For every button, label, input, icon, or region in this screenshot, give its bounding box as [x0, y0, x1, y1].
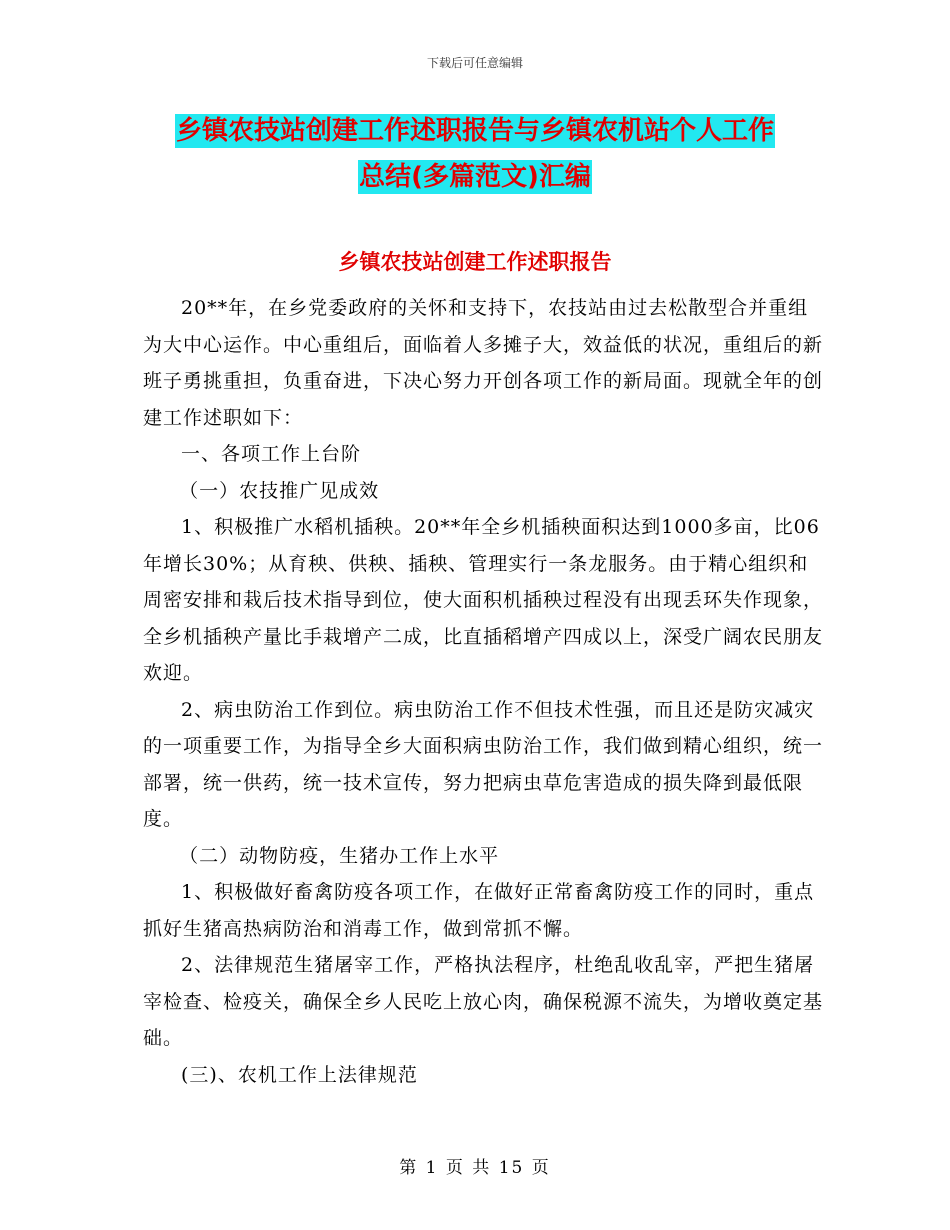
- document-body: [143, 290, 823, 1093]
- page-footer: 第 1 页 共 15 页: [399, 1158, 551, 1178]
- title-line-1: 乡镇农技站创建工作述职报告与乡镇农机站个人工作: [175, 116, 774, 146]
- document-title: [140, 108, 810, 200]
- paragraph-item: 2、法律规范生猪屠宰工作，严格执法程序，杜绝乱收乱宰，严把生猪屠宰检查、检疫关，确保全乡人民吃上放心肉，确保税源不流失，为增收奠定基础。: [143, 954, 824, 1049]
- section-title: 乡镇农技站创建工作述职报告: [338, 250, 612, 274]
- paragraph-item: 1、积极做好畜禽防疫各项工作，在做好正常畜禽防疫工作的同时，重点抓好生猪高热病防治和消毒工作，做到常抓不懈。: [143, 881, 815, 940]
- header-note: 下载后可任意编辑: [426, 56, 523, 70]
- heading-level-2: (三)、农机工作上法律规范: [181, 1063, 418, 1086]
- paragraph-item: 2、病虫防治工作到位。病虫防治工作不但技术性强，而且还是防灾减灾的一项重要工作，为指导全乡大面积病虫防治工作，我们做到精心组织，统一部署，统一供药，统一技术宣传，努力把病虫草危害造成的损失降到最低限度。: [143, 698, 824, 830]
- paragraph-intro: 20**年，在乡党委政府的关怀和支持下，农技站由过去松散型合并重组为大中心运作。中心重组后，面临着人多摊子大，效益低的状况，重组后的新班子勇挑重担，负重奋进，下决心努力开创各项工作的新局面。现就全年的创建工作述职如下：: [143, 297, 824, 429]
- title-line-2: 总结(多篇范文)汇编: [359, 162, 591, 192]
- heading-level-2: （一）农技推广见成效: [179, 479, 380, 502]
- heading-level-2: （二）动物防疫，生猪办工作上水平: [179, 844, 500, 867]
- paragraph-item: 1、积极推广水稻机插秧。20**年全乡机插秧面积达到1000多亩，比06年增长30%；从育秧、供秧、插秧、管理实行一条龙服务。由于精心组织和周密安排和栽后技术指导到位，使大面积机插秧过程没有出现丢环失作现象，全乡机插秧产量比手栽增产二成，比直插稻增产四成以上，深受广阔农民朋友欢迎。: [143, 516, 824, 684]
- heading-level-1: 一、各项工作上台阶: [181, 443, 362, 465]
